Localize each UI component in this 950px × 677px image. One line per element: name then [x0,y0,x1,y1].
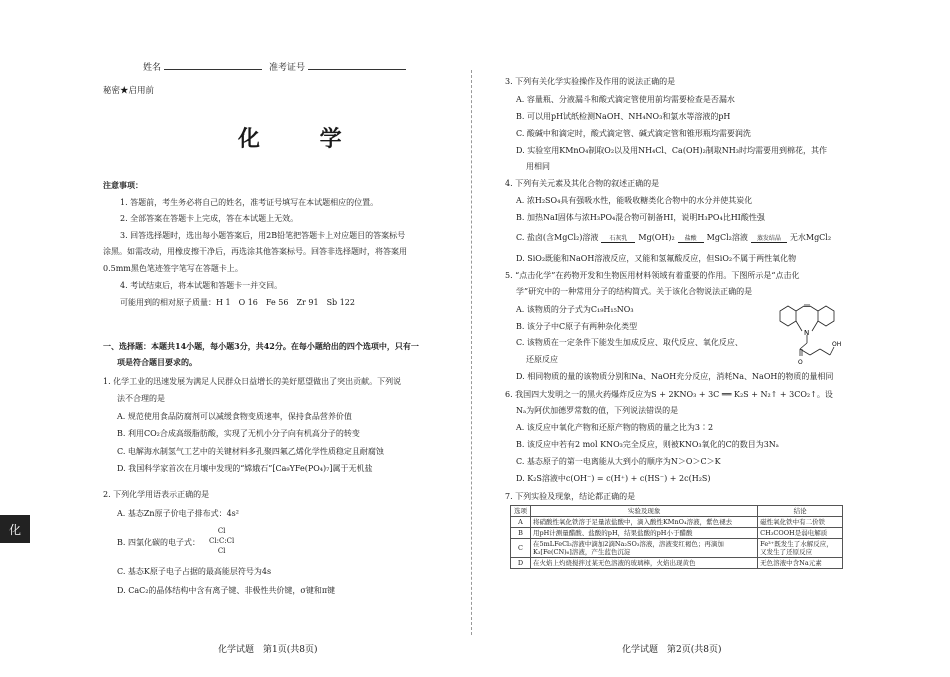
table-cell: Fe³⁺既发生了水解反应， 又发生了还原反应 [758,539,843,558]
table-cell: 用pH计测量醋酸、盐酸的pH，结果盐酸的pH小于醋酸 [530,528,757,539]
table-cell: B [511,528,531,539]
mol-o-label: O [798,359,803,366]
left-page [0,0,470,677]
table-row [511,539,843,558]
mol-n-label: N [804,329,810,337]
table-row [511,528,843,539]
table-cell: A [511,517,531,528]
q3-option: B. 可以用pH试纸检测NaOH、NH₄NO₃和氯水等溶液的pH [516,112,731,121]
q5-stem: 学”研究中的一种常用分子的结构简式。关于该化合物说法正确的是 [516,287,753,296]
flow-arrow [678,235,704,243]
flow-start: C. 盐卤(含MgCl₂)溶液 [516,233,599,242]
atomic-mass-line: 可能用到的相对原子质量：H 1 O 16 Fe 56 Zr 91 Sb 122 [120,298,355,307]
q2-option: C. 基态K原子电子占据的最高能层符号为4s [117,567,272,576]
q6-option: A. 该反应中氧化产物和还原产物的物质的量之比为3∶2 [516,423,714,432]
q4-stem: 4. 下列有关元素及其化合物的叙述正确的是 [505,179,660,188]
q3-stem: 3. 下列有关化学实验操作及作用的说法正确的是 [505,77,676,86]
note-item: 2. 全部答案在答题卡上完成，答在本试题上无效。 [120,214,299,223]
note-item: 3. 回答选择题时，选出每小题答案后，用2B铅笔把答题卡上对应题目的答案标号 [120,231,406,240]
q3-option: A. 容量瓶、分液漏斗和酸式滴定管使用前均需要检查是否漏水 [516,95,735,104]
exam-id-blank[interactable] [308,60,406,70]
flow-reagent: 盐酸 [684,235,697,242]
section-heading: 一、选择题：本题共14小题，每小题3分，共42分。在每小题给出的四个选项中，只有一 [103,341,419,351]
q4-option: B. 加热NaI固体与浓H₃PO₄混合物可制备HI，说明H₃PO₄比HI酸性强 [516,213,765,222]
lewis-bottom: Cl [217,547,226,555]
q2-option: B. 四氯化碳的电子式： [117,538,200,547]
q4-option: A. 浓H₂SO₄具有强吸水性，能吸收糖类化合物中的水分并使其炭化 [516,196,753,205]
q5-option: A. 该物质的分子式为C₁₉H₁₅NO₃ [516,305,634,314]
flow-intermediate: MgCl₂溶液 [706,233,748,242]
flow-arrow [751,235,787,243]
notes-heading: 注意事项： [103,180,143,190]
q3-option-cont: 用相同 [526,162,550,171]
subject-side-tab: 化 [0,515,30,543]
q5-option: D. 相同物质的量的该物质分别和Na、NaOH充分反应，消耗Na、NaOH的物质的量相同 [516,372,834,381]
q5-option-cont: 还原反应 [526,355,558,364]
table-cell: C [511,539,531,558]
subject-title: 化 学 [238,126,368,152]
q3-option: C. 酸碱中和滴定时，酸式滴定管、碱式滴定管和锥形瓶均需要润洗 [516,129,751,138]
table-cell: 在5mLFeCl₃溶液中滴加2滴Na₂SO₃溶液，溶液变红褐色；再滴加 K₃[Fe(CN)₆]溶液，产生蓝色沉淀 [530,539,757,558]
table-header-cell: 选项 [511,506,531,517]
exam-id-label: 准考证号 [269,63,306,73]
q1-option: C. 电解海水制氢气工艺中的关键材料多孔聚四氟乙烯化学性质稳定且耐腐蚀 [117,447,384,456]
note-item: 1. 答题前，考生务必将自己的姓名，准考证号填写在本试题相应的位置。 [120,198,379,207]
name-label: 姓名 [143,63,162,73]
table-row [511,517,843,528]
name-blank[interactable] [164,60,262,70]
table-cell: D [511,558,531,569]
note-item: 0.5mm黑色笔迹签字笔写在答题卡上。 [103,264,243,273]
note-item: 4. 考试结束后，将本试题和答题卡一并交回。 [120,281,283,290]
q7-table [510,505,843,569]
lewis-top: Cl [217,527,226,535]
lewis-structure [209,526,234,556]
table-row [511,558,843,569]
q5-option: B. 该分子中C原子有两种杂化类型 [516,322,638,331]
q5-option: C. 该物质在一定条件下能发生加成反应、取代反应、氧化反应、 [516,338,743,347]
table-header-cell: 结论 [758,506,843,517]
q7-stem: 7. 下列实验及现象，结论都正确的是 [505,492,636,501]
page-divider [471,70,472,635]
q5-stem: 5. “点击化学”在药物开发和生物医用材料领域有着重要的作用。下图所示是“点击化 [505,271,800,280]
table-cell: 在火焰上灼烧搅拌过某无色溶液的玻璃棒，火焰出现黄色 [530,558,757,569]
q1-option: B. 利用CO₂合成高级脂肪酸，实现了无机小分子向有机高分子的转变 [117,429,360,438]
q6-stem: Nₐ为阿伏加德罗常数的值，下列说法错误的是 [516,406,679,415]
lewis-mid: Cl:C:Cl [209,537,235,545]
page-footer: 化学试题 第1页(共8页) [218,645,318,655]
name-field[interactable] [143,60,262,73]
flow-reagent: 石灰乳 [609,235,628,242]
page-footer: 化学试题 第2页(共8页) [622,645,722,655]
q3-option: D. 实验室用KMnO₄制取O₂以及用NH₄Cl、Ca(OH)₂制取NH₃时均需要用到棉花，其作 [516,146,827,155]
q6-stem: 6. 我国四大发明之一的黑火药爆炸反应为S + 2KNO₃ + 3C ══ K₂S + N₂↑ + 3CO₂↑。设 [505,390,833,399]
table-header-cell: 实验及现象 [530,506,757,517]
flow-end: 无水MgCl₂ [789,233,832,242]
table-cell: 磁性氧化铁中有二价铁 [758,517,843,528]
table-cell: 无色溶液中含Na元素 [758,558,843,569]
q2-stem: 2. 下列化学用语表示正确的是 [103,490,210,499]
flow-intermediate: Mg(OH)₂ [638,233,675,242]
q1-option: A. 规范使用食品防腐剂可以减缓食物变质速率，保持食品营养价值 [117,412,352,421]
q2-option: A. 基态Zn原子价电子排布式：4s² [117,509,239,518]
table-cell: 将硝酸性氧化铁溶于足量浓盐酸中，滴入酸性KMnO₄溶液，紫色褪去 [530,517,757,528]
section-heading: 项是符合题目要求的。 [117,357,197,367]
q6-option: B. 该反应中若有2 mol KNO₃完全反应，则被KNO₃氧化的C的数目为3Nₐ [516,440,779,449]
q4-option-c [516,232,831,243]
table-cell: CH₃COOH是弱电解质 [758,528,843,539]
note-item: 涂黑。如需改动，用橡皮擦干净后，再选涂其他答案标号。回答非选择题时，将答案用 [103,247,407,256]
q1-option: D. 我国科学家首次在月壤中发现的“嫦娥石”[Ca₉YFe(PO₄)₇]属于无机盐 [117,464,373,473]
q6-option: C. 基态原子的第一电离能从大到小的顺序为N＞O＞C＞K [516,457,721,466]
q2-option: D. CaC₂的晶体结构中含有离子键、非极性共价键，σ键和π键 [117,586,336,595]
flow-arrow [601,235,635,243]
q1-stem: 1. 化学工业的迅速发展为满足人民群众日益增长的美好愿望做出了突出贡献。下列说 [103,377,402,386]
exam-id-field[interactable] [269,60,406,73]
q4-option: D. SiO₂既能和NaOH溶液反应，又能和氢氟酸反应，但SiO₂不属于两性氧化物 [516,254,797,263]
q1-stem: 法不合理的是 [117,394,165,403]
mol-oh-label: OH [832,341,842,348]
secret-mark: 秘密★启用前 [103,86,155,96]
flow-reagent: 蒸发结晶 [756,235,781,242]
molecule-structure [772,301,848,367]
table-header-row [511,506,843,517]
q6-option: D. K₂S溶液中c(OH⁻) = c(H⁺) + c(HS⁻) + 2c(H₂S) [516,474,711,483]
